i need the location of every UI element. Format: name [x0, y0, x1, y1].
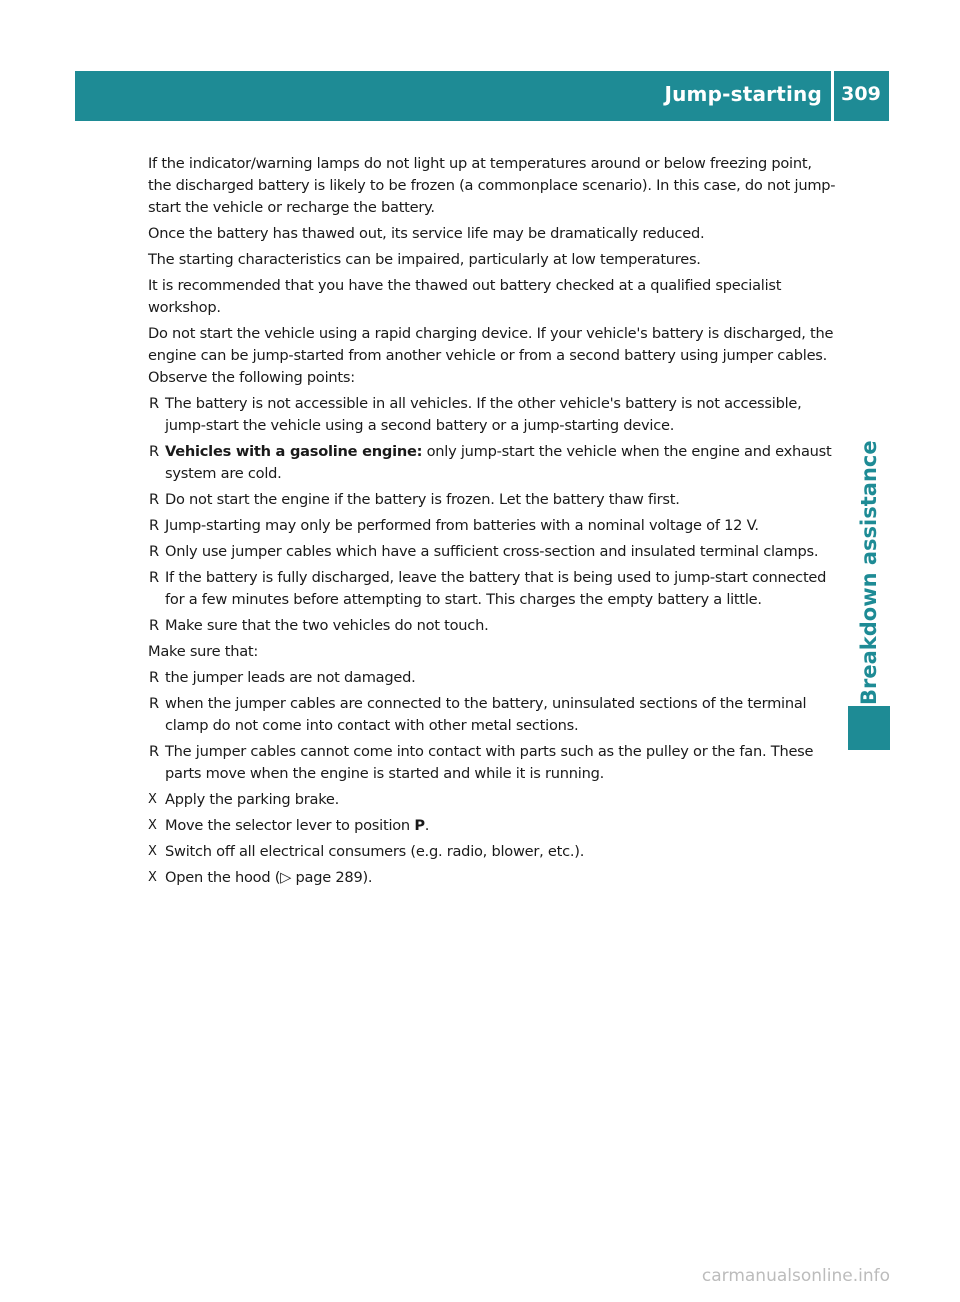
list-item: R Make sure that the two vehicles do not touch. [148, 615, 836, 637]
list-item: R Jump-starting may only be performed from batteries with a nominal voltage of 12 V. [148, 515, 836, 537]
bullet-icon: R [149, 669, 159, 686]
step-item: X Open the hood (▷ page 289). [148, 867, 836, 889]
list-item: R Vehicles with a gasoline engine: only jump-start the vehicle when the engine and exhaust system are cold. [149, 443, 832, 482]
paragraph-starting-characteristics: The starting characteristics can be impaired, particularly at low temperatures. [148, 251, 701, 268]
bullet-icon: R [149, 395, 159, 412]
section-tab-marker [848, 706, 890, 750]
make-sure-heading: Make sure that: [148, 643, 259, 660]
paragraph-service-life: Once the battery has thawed out, its service life may be dramatically reduced. [148, 225, 705, 242]
page-reference-arrow-icon: ▷ [280, 869, 292, 886]
bullet-icon: R [149, 569, 159, 586]
step-item: X Apply the parking brake. [148, 789, 836, 811]
list-item: R Do not start the engine if the battery is frozen. Let the battery thaw first. [148, 489, 836, 511]
list-item: R the jumper leads are not damaged. [148, 667, 836, 689]
page-reference-link[interactable]: page 289). [291, 869, 373, 886]
bullet-icon: R [149, 743, 159, 760]
section-tab-label: Breakdown assistance [857, 440, 881, 705]
bullet-icon: R [149, 543, 159, 560]
page-title: Jump-starting [664, 82, 822, 106]
paragraph-workshop: It is recommended that you have the thawed out battery checked at a qualified specialist workshop. [148, 277, 782, 316]
step-item: X Switch off all electrical consumers (e.g. radio, blower, etc.). [148, 841, 836, 863]
bullet-icon: R [149, 617, 159, 634]
paragraph-rapid-charging: Do not start the vehicle using a rapid charging device. If your vehicle's battery is discharged, the engine can be jump-started from another vehicle or from a second battery using jumper cables. Observe the following points: [148, 325, 834, 386]
bullet-icon: R [149, 491, 159, 508]
list-item: R The battery is not accessible in all vehicles. If the other vehicle's battery is not accessible, jump-start the vehicle using a second battery or a jump-starting device. [149, 395, 802, 434]
step-arrow-icon: X [148, 792, 157, 807]
header-divider [831, 71, 834, 121]
bullet-icon: R [149, 517, 159, 534]
step-arrow-icon: X [148, 818, 157, 833]
watermark: carmanualsonline.info [701, 1266, 890, 1286]
list-item: R The jumper cables cannot come into contact with parts such as the pulley or the fan. These parts move when the engine is started and while it is running. [149, 743, 814, 782]
paragraph-frozen-battery: If the indicator/warning lamps do not light up at temperatures around or below freezing point, the discharged battery is likely to be frozen (a commonplace scenario). In this case, do not jump-start the vehicle or recharge the battery. [148, 155, 836, 216]
list-item: R Only use jumper cables which have a sufficient cross-section and insulated terminal clamps. [148, 541, 836, 563]
step-arrow-icon: X [148, 870, 157, 885]
bullet-icon: R [149, 443, 159, 460]
page-number: 309 [841, 83, 881, 105]
bullet-icon: R [149, 695, 159, 712]
list-item: R when the jumper cables are connected to the battery, uninsulated sections of the terminal clamp do not come into contact with other metal sections. [149, 695, 807, 734]
page-content [148, 153, 836, 893]
step-arrow-icon: X [148, 844, 157, 859]
list-item: R If the battery is fully discharged, leave the battery that is being used to jump-start connected for a few minutes before attempting to start. This charges the empty battery a little. [149, 569, 827, 608]
step-item: X Move the selector lever to position P. [148, 815, 836, 837]
